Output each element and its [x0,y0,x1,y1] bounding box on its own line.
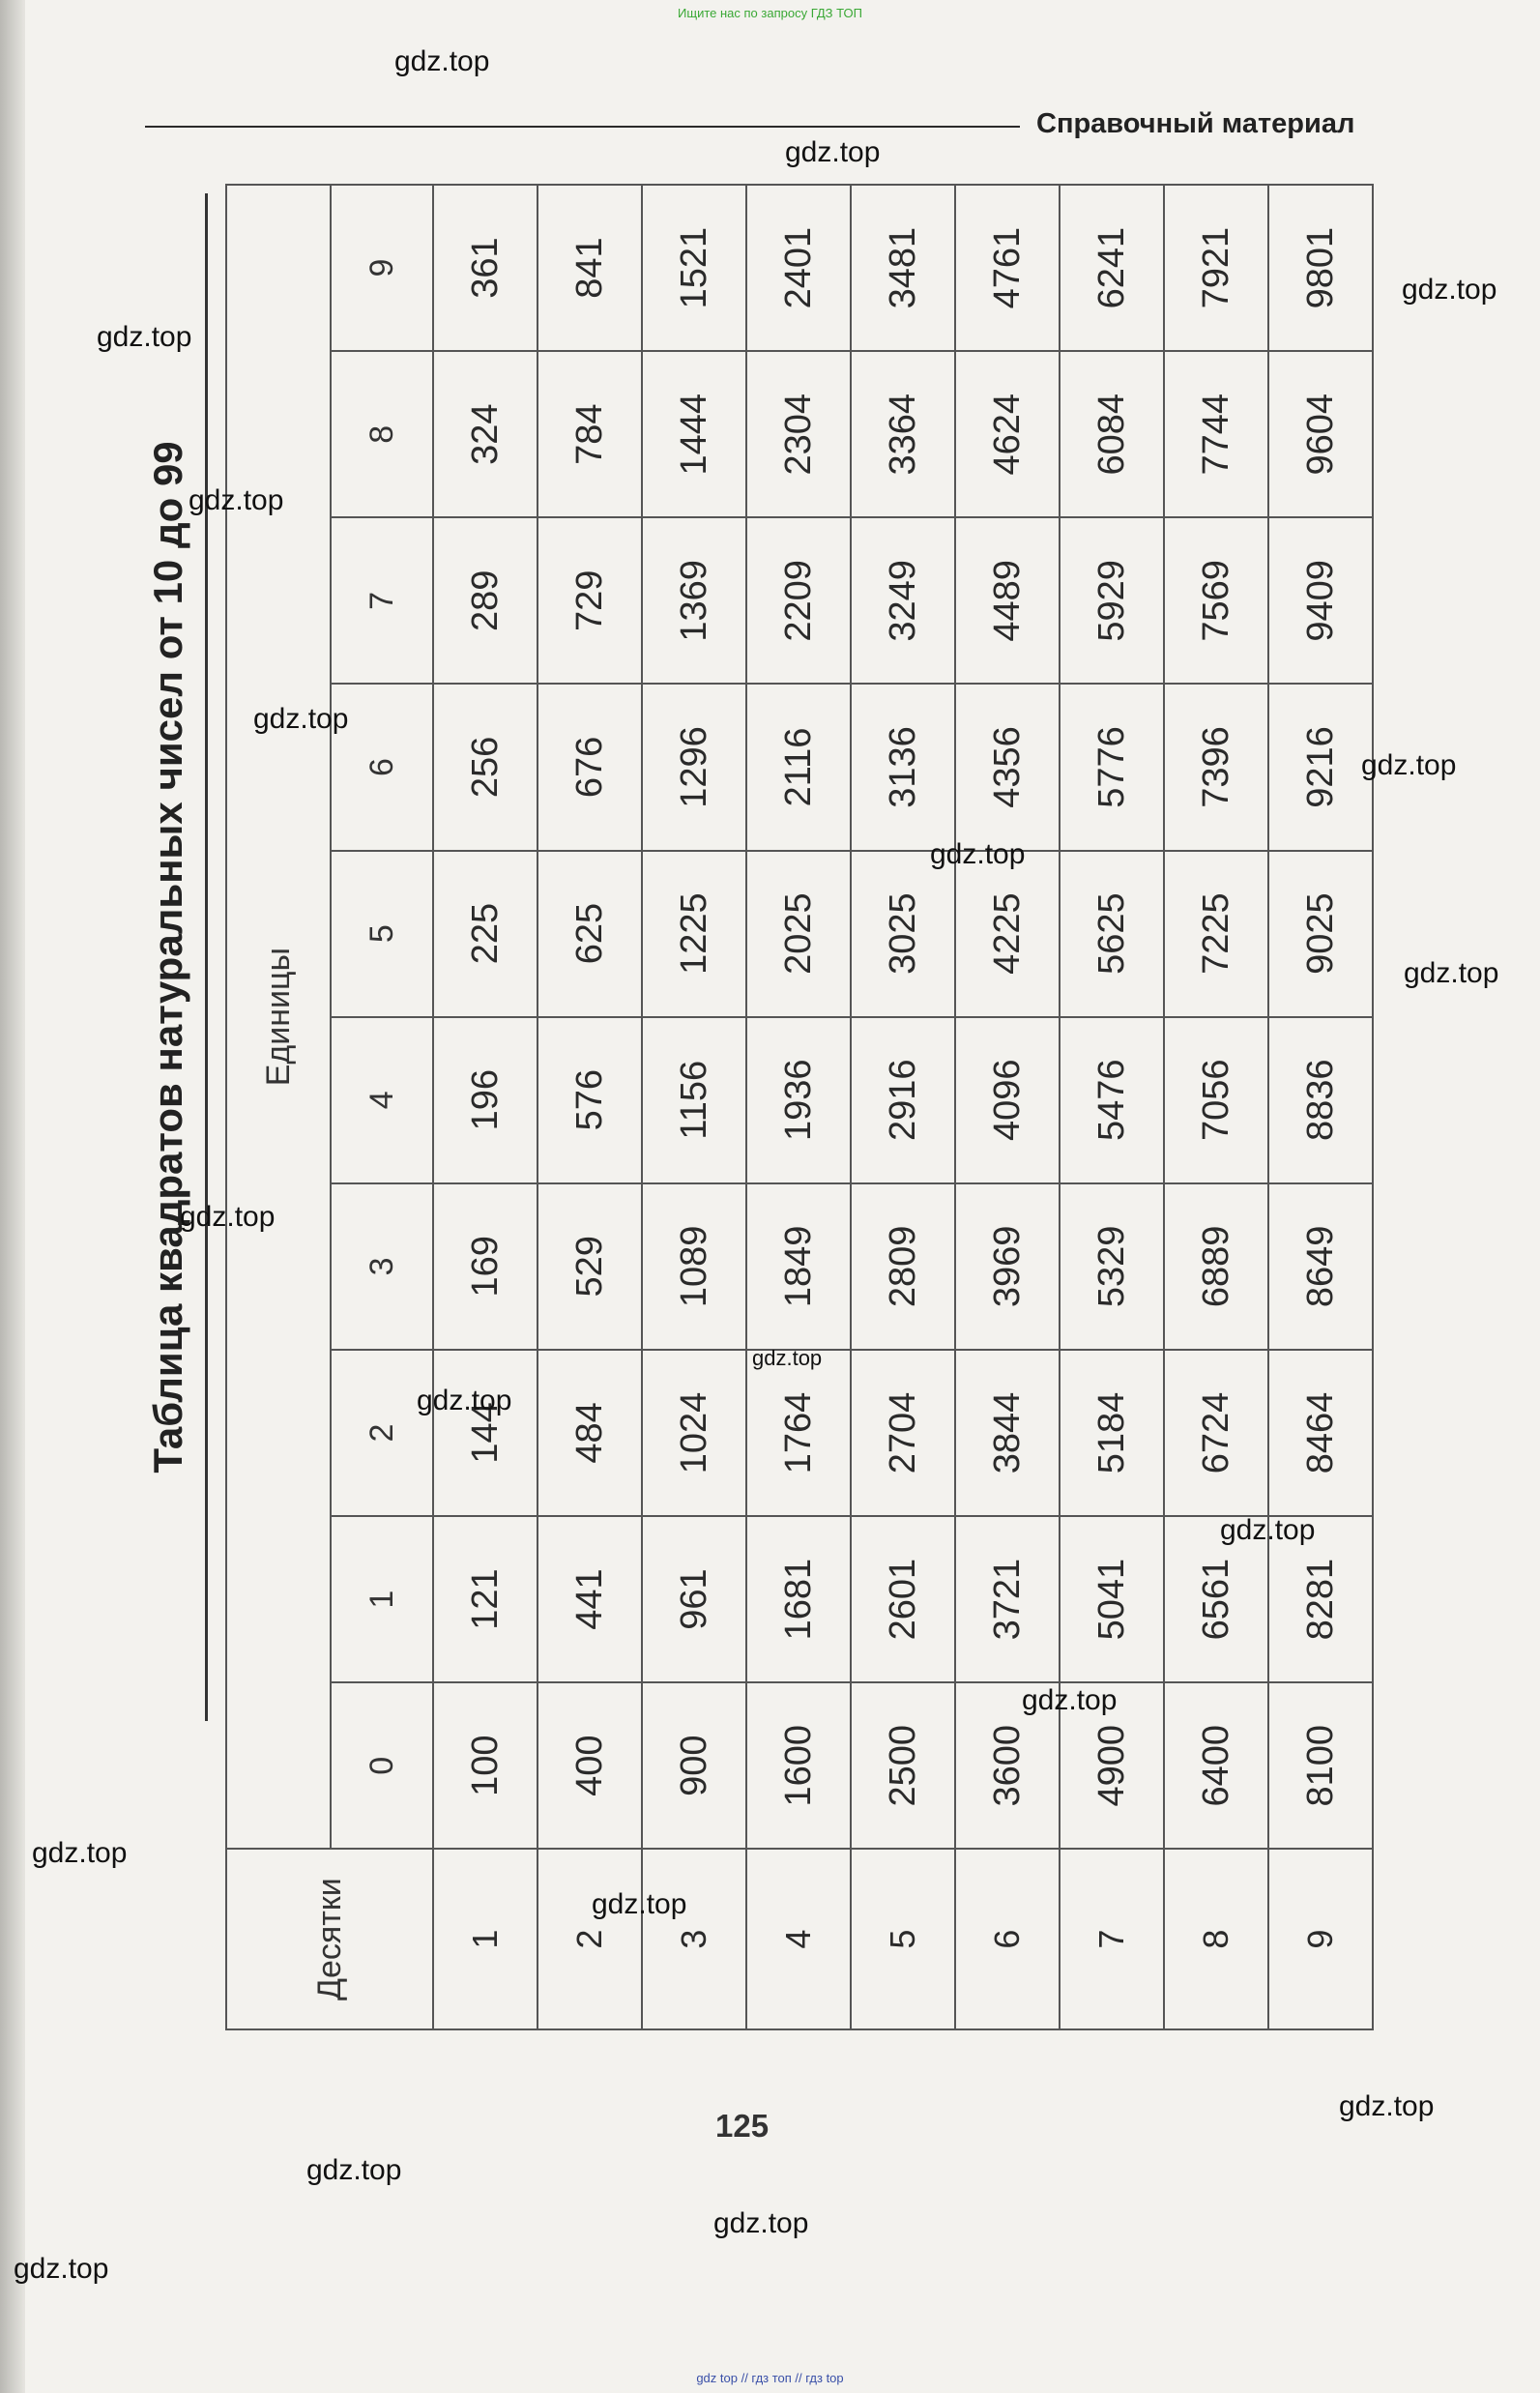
square-value: 144 [433,1350,538,1516]
unit-digit: 1 [331,1516,433,1682]
watermark: gdz.top [752,1346,823,1370]
square-value: 2809 [851,1183,955,1350]
square-value: 6561 [1164,1516,1268,1682]
square-value: 7921 [1164,185,1268,351]
watermark: gdz.top [713,2207,809,2239]
unit-digit: 3 [331,1183,433,1350]
square-value: 1600 [746,1682,851,1849]
tens-digit: 6 [955,1849,1060,2029]
square-value: 2500 [851,1682,955,1849]
square-value: 961 [642,1516,746,1682]
square-value: 3025 [851,851,955,1017]
square-value: 4489 [955,517,1060,684]
rotated-table-page [131,184,1387,2069]
square-value: 256 [433,684,538,850]
square-value: 1936 [746,1017,851,1183]
watermark: gdz.top [1404,957,1499,989]
table-row [1060,185,1164,2029]
table-row [1268,185,1373,2029]
tens-digit: 8 [1164,1849,1268,2029]
square-value: 2025 [746,851,851,1017]
square-value: 1444 [642,351,746,517]
watermark: gdz.top [1022,1684,1118,1716]
square-value: 8649 [1268,1183,1373,1350]
square-value: 5184 [1060,1350,1164,1516]
watermark: gdz.top [180,1201,276,1233]
square-value: 1089 [642,1183,746,1350]
square-value: 4096 [955,1017,1060,1183]
square-value: 3844 [955,1350,1060,1516]
square-value: 5476 [1060,1017,1164,1183]
square-value: 9025 [1268,851,1373,1017]
watermark: gdz.top [1361,749,1457,781]
unit-digit: 7 [331,517,433,684]
watermark: gdz.top [14,2253,109,2285]
watermark: gdz.top [253,703,349,735]
tens-digit: 1 [433,1849,538,2029]
square-value: 4761 [955,185,1060,351]
square-value: 2209 [746,517,851,684]
section-header: Справочный материал [1036,108,1355,139]
square-value: 7569 [1164,517,1268,684]
square-value: 6889 [1164,1183,1268,1350]
table-row [851,185,955,2029]
watermark: gdz.top [1339,2090,1435,2122]
units-row [331,185,433,2029]
watermark: gdz.top [417,1385,512,1416]
watermark: gdz.top [1402,274,1497,306]
table-row [1164,185,1268,2029]
square-value: 7744 [1164,351,1268,517]
square-value: 2704 [851,1350,955,1516]
square-value: 8100 [1268,1682,1373,1849]
watermark: gdz.top [592,1888,687,1920]
square-value: 841 [538,185,642,351]
unit-digit: 0 [331,1682,433,1849]
square-value: 1681 [746,1516,851,1682]
square-value: 8836 [1268,1017,1373,1183]
square-value: 6400 [1164,1682,1268,1849]
square-value: 7225 [1164,851,1268,1017]
square-value: 4356 [955,684,1060,850]
square-value: 1849 [746,1183,851,1350]
square-value: 1225 [642,851,746,1017]
square-value: 5041 [1060,1516,1164,1682]
square-value: 676 [538,684,642,850]
watermark: gdz.top [1220,1514,1316,1546]
square-value: 1764 [746,1350,851,1516]
square-value: 361 [433,185,538,351]
table-row [538,185,642,2029]
square-value: 529 [538,1183,642,1350]
squares-table [225,184,1374,2030]
watermark: gdz.top [97,321,192,353]
square-value: 3364 [851,351,955,517]
units-header: Единицы [226,185,331,1849]
square-value: 5329 [1060,1183,1164,1350]
square-value: 3136 [851,684,955,850]
square-value: 5776 [1060,684,1164,850]
square-value: 100 [433,1682,538,1849]
table-row [746,185,851,2029]
square-value: 121 [433,1516,538,1682]
square-value: 2304 [746,351,851,517]
book-spine-shadow [0,0,25,2393]
watermark: gdz.top [32,1837,128,1869]
square-value: 6724 [1164,1350,1268,1516]
square-value: 324 [433,351,538,517]
table-row [642,185,746,2029]
square-value: 576 [538,1017,642,1183]
square-value: 3969 [955,1183,1060,1350]
square-value: 2601 [851,1516,955,1682]
tens-digit: 7 [1060,1849,1164,2029]
square-value: 2116 [746,684,851,850]
square-value: 1521 [642,185,746,351]
watermark: gdz.top [394,45,490,77]
tens-digit: 4 [746,1849,851,2029]
tens-digit: 5 [851,1849,955,2029]
square-value: 5929 [1060,517,1164,684]
top-banner[interactable]: Ищите нас по запросу ГДЗ ТОП [678,6,862,20]
watermark: gdz.top [189,484,284,516]
square-value: 729 [538,517,642,684]
square-value: 9604 [1268,351,1373,517]
square-value: 289 [433,517,538,684]
table-row [433,185,538,2029]
tens-header: Десятки [226,1849,433,2029]
watermark: gdz.top [785,136,881,168]
square-value: 900 [642,1682,746,1849]
square-value: 484 [538,1350,642,1516]
square-value: 5625 [1060,851,1164,1017]
square-value: 4900 [1060,1682,1164,1849]
unit-digit: 9 [331,185,433,351]
unit-digit: 2 [331,1350,433,1516]
square-value: 7396 [1164,684,1268,850]
square-value: 225 [433,851,538,1017]
square-value: 196 [433,1017,538,1183]
table-row [955,185,1060,2029]
unit-digit: 6 [331,684,433,850]
square-value: 400 [538,1682,642,1849]
square-value: 9801 [1268,185,1373,351]
tens-digit: 2 [538,1849,642,2029]
square-value: 7056 [1164,1017,1268,1183]
unit-digit: 4 [331,1017,433,1183]
header-rule [145,126,1020,128]
square-value: 441 [538,1516,642,1682]
square-value: 9216 [1268,684,1373,850]
square-value: 1296 [642,684,746,850]
table-title: Таблица квадратов натуральных чисел от 10 до 99 [131,193,208,1721]
square-value: 6241 [1060,185,1164,351]
unit-digit: 8 [331,351,433,517]
square-value: 1024 [642,1350,746,1516]
square-value: 3481 [851,185,955,351]
page-number: 125 [715,2108,770,2144]
square-value: 625 [538,851,642,1017]
watermark: gdz.top [306,2154,402,2186]
square-value: 3721 [955,1516,1060,1682]
bottom-banner[interactable]: gdz top // гдз топ // гдз top [696,2371,844,2385]
square-value: 6084 [1060,351,1164,517]
square-value: 1156 [642,1017,746,1183]
tens-digit: 9 [1268,1849,1373,2029]
unit-digit: 5 [331,851,433,1017]
watermark: gdz.top [930,838,1026,870]
square-value: 3600 [955,1682,1060,1849]
square-value: 2401 [746,185,851,351]
square-value: 169 [433,1183,538,1350]
square-value: 4225 [955,851,1060,1017]
square-value: 3249 [851,517,955,684]
square-value: 9409 [1268,517,1373,684]
square-value: 2916 [851,1017,955,1183]
square-value: 4624 [955,351,1060,517]
square-value: 1369 [642,517,746,684]
square-value: 784 [538,351,642,517]
square-value: 8464 [1268,1350,1373,1516]
tens-digit: 3 [642,1849,746,2029]
square-value: 8281 [1268,1516,1373,1682]
